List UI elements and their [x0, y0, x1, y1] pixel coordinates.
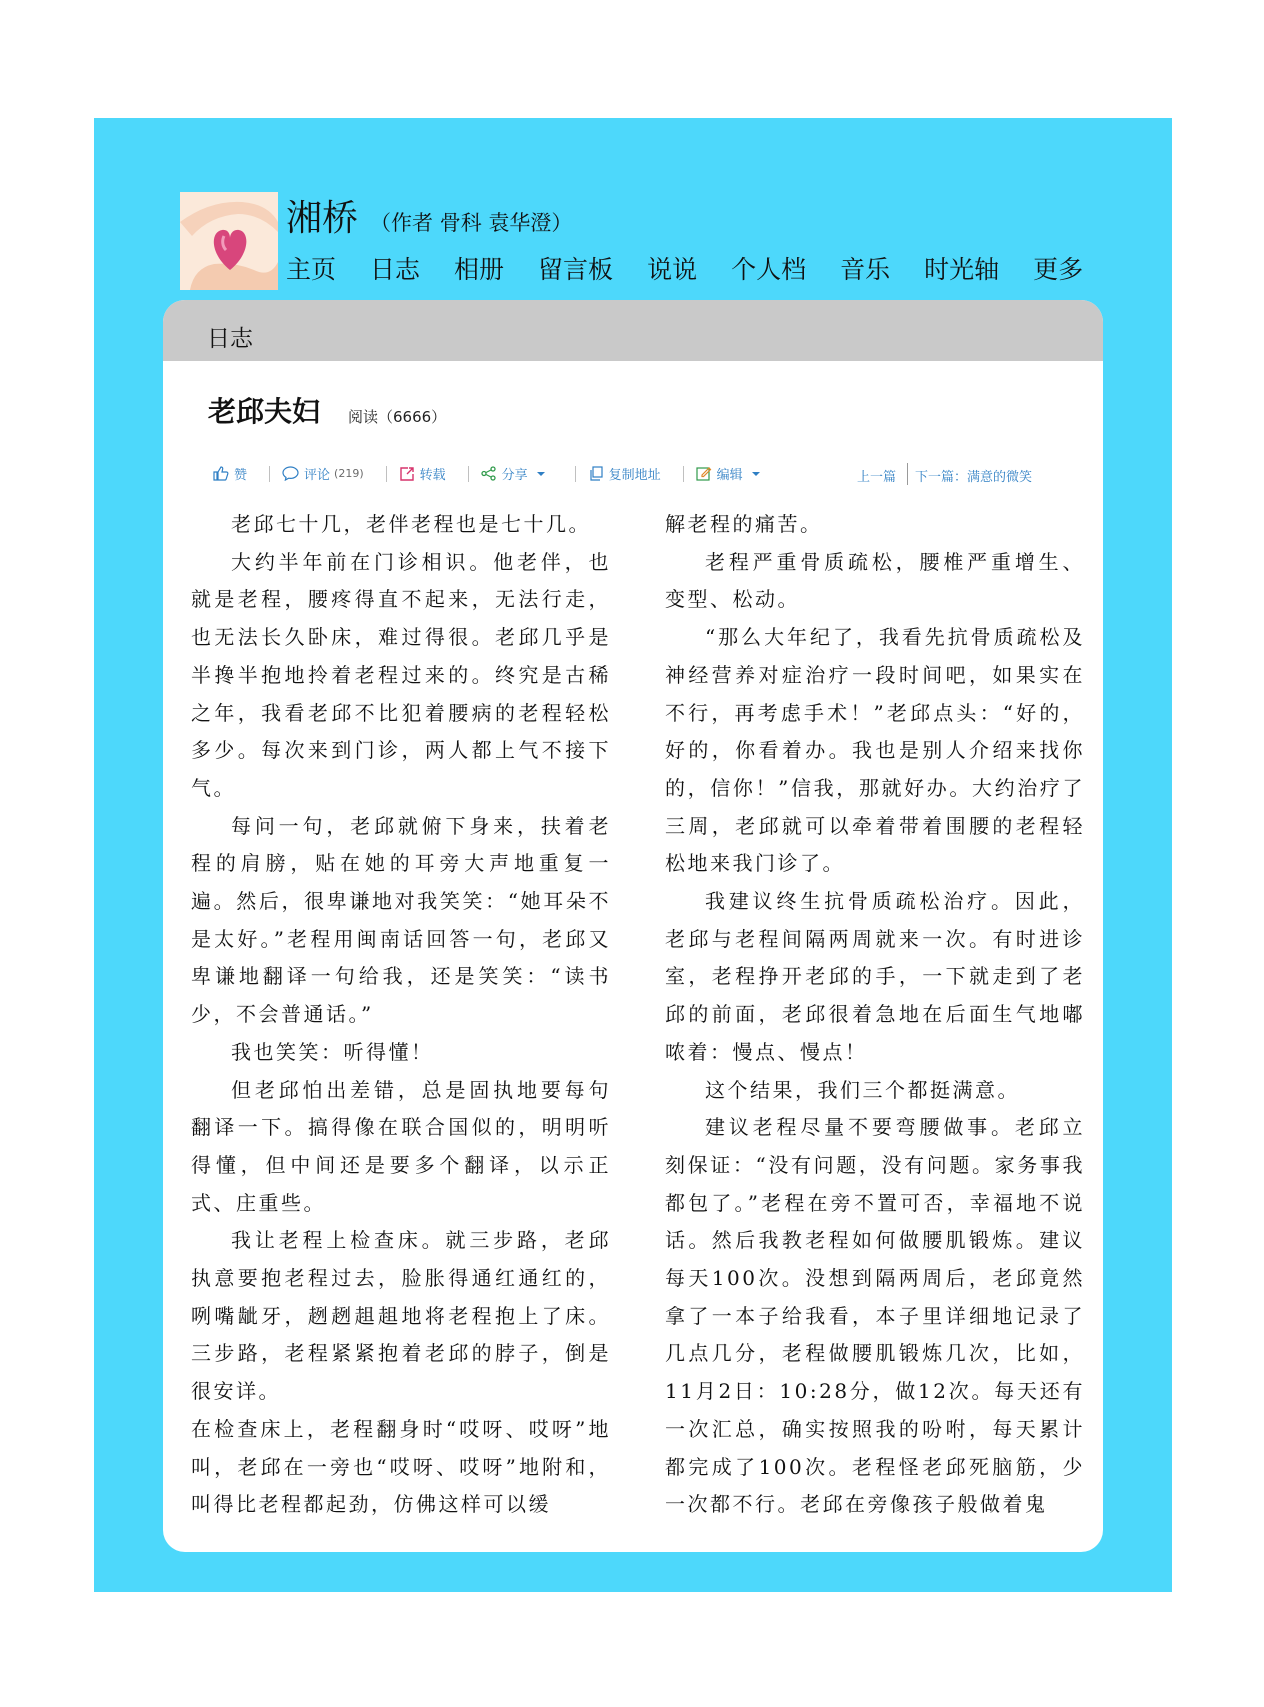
- edit-icon: [696, 466, 712, 481]
- article-paragraph: 老邱七十几，老伴老程也是七十几。: [231, 512, 591, 536]
- comment-label: 评论: [304, 468, 331, 483]
- copy-address-button[interactable]: [588, 464, 661, 483]
- nav-item-album[interactable]: 相册: [454, 255, 505, 284]
- nav-item-more[interactable]: 更多: [1033, 255, 1084, 284]
- next-post-link[interactable]: 下一篇：满意的微笑: [915, 470, 1033, 485]
- repost-button[interactable]: [399, 464, 446, 483]
- nav-item-moments[interactable]: 说说: [647, 255, 698, 284]
- nav-item-home[interactable]: 主页: [286, 255, 337, 284]
- edit-button[interactable]: [696, 464, 768, 483]
- read-count: 阅读（6666）: [348, 408, 447, 426]
- section-title: 日志: [207, 326, 253, 352]
- repost-icon: [399, 466, 415, 481]
- blog-nav: [286, 250, 1117, 286]
- prev-post-link[interactable]: 上一篇: [857, 470, 897, 485]
- edit-label: 编辑: [716, 468, 743, 483]
- blog-avatar[interactable]: [180, 192, 278, 290]
- heart-hands-icon: [180, 192, 278, 290]
- article-paragraph: 每问一句，老邱就俯下身来，扶着老程的肩膀，贴在她的耳旁大声地重复一遍。然后，很卑谦地对我笑笑：“她耳朵不是太好。”老程用闽南话回答一句，老邱又卑谦地翻译一句给我，还是笑笑：“读书少，不会普通话。”: [191, 813, 611, 1027]
- article-paragraph: 这个结果，我们三个都挺满意。: [705, 1077, 1020, 1102]
- article-paragraph: 建议老程尽量不要弯腰做事。老邱立刻保证：“没有问题，没有问题。家务事我都包了。”老程在旁不置可否，幸福地不说话。然后我教老程如何做腰肌锻炼。建议每天100次。没想到隔两周后，老邱竟然拿了一本子给我看，本子里详细地记录了几点几分，老程做腰肌锻炼几次，比如，11月2日：10:28分，做12次。每天还有一次汇总，确实按照我的吩咐，每天累计都完成了100次。老程怪老邱死脑筋，少一次都不行。老邱在旁像孩子般做着鬼: [665, 1115, 1085, 1517]
- nav-item-guestbook[interactable]: 留言板: [538, 255, 614, 284]
- chevron-down-icon: [749, 469, 763, 479]
- share-button[interactable]: [481, 464, 553, 483]
- thumbs-up-icon: [213, 466, 229, 481]
- article-column-left: [191, 506, 611, 1524]
- panel-header: [163, 300, 1103, 361]
- share-icon: [481, 466, 497, 481]
- article-paragraph: 老程严重骨质疏松，腰椎严重增生、变型、松动。: [665, 549, 1085, 612]
- blog-byline: （作者 骨科 袁华澄）: [370, 211, 573, 235]
- post-toolbar: [213, 464, 790, 483]
- divider: [468, 466, 469, 482]
- like-button[interactable]: [213, 464, 247, 483]
- article-paragraph: 我建议终生抗骨质疏松治疗。因此，老邱与老程间隔两周就来一次。有时进诊室，老程挣开老邱的手，一下就走到了老邱的前面，老邱很着急地在后面生气地嘟哝着：慢点、慢点！: [665, 889, 1085, 1064]
- divider: [386, 466, 387, 482]
- article-paragraph: 在检查床上，老程翻身时“哎呀、哎呀”地叫，老邱在一旁也“哎呀、哎呀”地附和，叫得比老程都起劲，仿佛这样可以缓: [191, 1416, 611, 1517]
- nav-item-music[interactable]: 音乐: [840, 255, 891, 284]
- repost-label: 转载: [419, 468, 446, 483]
- comment-button[interactable]: [282, 464, 364, 483]
- comment-count: (219): [334, 467, 364, 480]
- article-paragraph: 我也笑笑：听得懂！: [231, 1039, 434, 1064]
- divider: [683, 466, 684, 482]
- copy-address-label: 复制地址: [608, 468, 661, 483]
- nav-item-journal[interactable]: 日志: [370, 255, 421, 284]
- blog-name[interactable]: 湘桥: [286, 198, 359, 239]
- article-paragraph: 我让老程上检查床。就三步路，老邱执意要抱老程过去，脸胀得通红通红的，咧嘴龇牙，趔趔趄趄地将老程抱上了床。三步路，老程紧紧抱着老邱的脖子，倒是很安详。: [191, 1228, 611, 1404]
- article-column-right: [665, 506, 1085, 1524]
- divider: [269, 466, 270, 482]
- chevron-down-icon: [534, 469, 548, 479]
- comment-bubble-icon: [282, 466, 299, 481]
- like-label: 赞: [234, 468, 248, 483]
- post-title: 老邱夫妇: [208, 395, 321, 428]
- divider: [907, 463, 908, 485]
- share-label: 分享: [501, 468, 528, 483]
- nav-item-profile[interactable]: 个人档: [731, 255, 807, 284]
- blog-header: [286, 190, 572, 241]
- nav-item-timeline[interactable]: 时光轴: [924, 255, 1000, 284]
- article-paragraph: “那么大年纪了，我看先抗骨质疏松及神经营养对症治疗一段时间吧，如果实在不行，再考虑手术！”老邱点头：“好的，好的，你看着办。我也是别人介绍来找你的，信你！”信我，那就好办。大约治疗了三周，老邱就可以牵着带着围腰的老程轻松地来我门诊了。: [665, 625, 1085, 876]
- journal-panel: [163, 300, 1103, 1552]
- article-paragraph: 解老程的痛苦。: [665, 512, 823, 536]
- article-paragraph: 大约半年前在门诊相识。他老伴，也就是老程，腰疼得直不起来，无法行走，也无法长久卧床，难过得很。老邱几乎是半搀半抱地拎着老程过来的。终究是古稀之年，我看老邱不比犯着腰病的老程轻松多少。每次来到门诊，两人都上气不接下气。: [191, 549, 611, 800]
- copy-icon: [588, 466, 604, 481]
- article-paragraph: 但老邱怕出差错，总是固执地要每句翻译一下。搞得像在联合国似的，明明听得懂，但中间还是要多个翻译，以示正式、庄重些。: [191, 1077, 611, 1215]
- divider: [575, 466, 576, 482]
